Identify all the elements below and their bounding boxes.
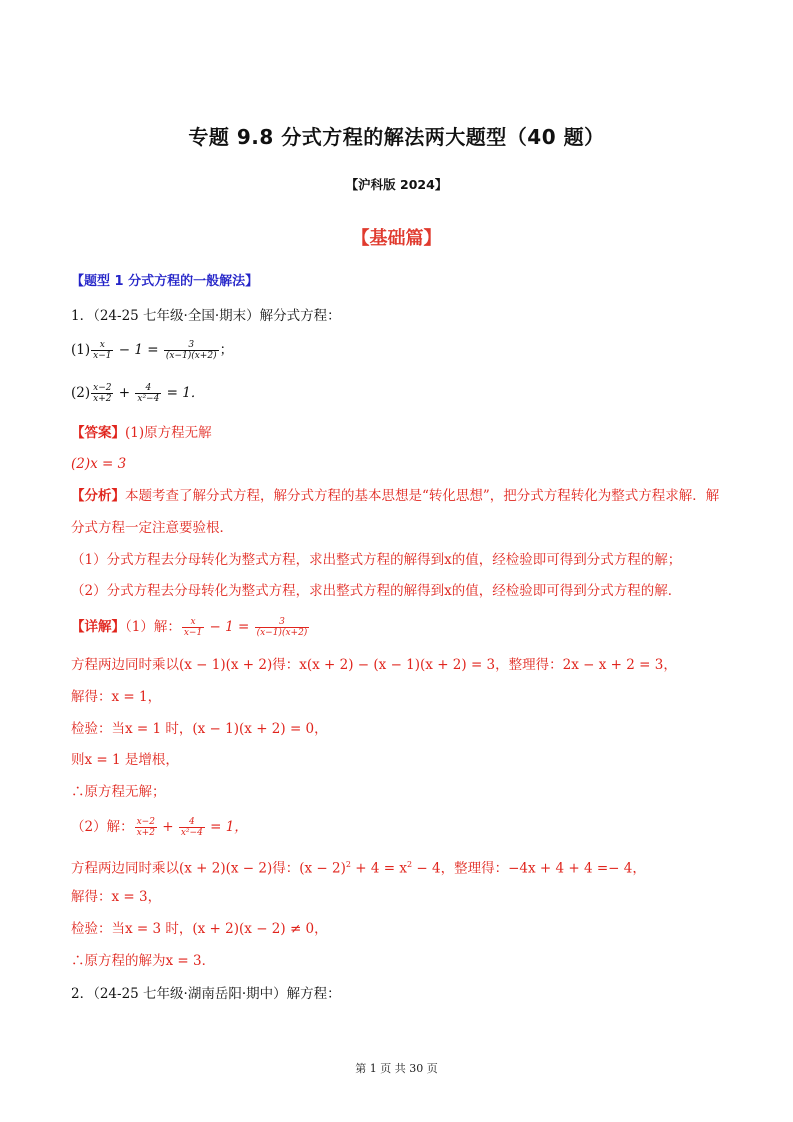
detail-5: 则x = 1 是增根， <box>71 752 179 768</box>
q1-part2-mid: + <box>114 385 135 401</box>
section-heading: 【基础篇】 <box>351 228 442 249</box>
frac-numerator: 4 <box>135 383 161 394</box>
detail-9: 解得：x = 3， <box>71 889 162 905</box>
answer-1: (1)原方程无解 <box>125 425 212 441</box>
detail-7-mid: + <box>157 819 178 835</box>
q1-part2 <box>71 383 204 404</box>
frac-numerator: x <box>182 617 204 628</box>
detail-1-frac1 <box>182 617 204 638</box>
edition-label: 【沪科版 2024】 <box>345 177 448 192</box>
detail-7 <box>71 817 248 838</box>
q1-part2-frac1 <box>91 383 113 404</box>
frac-numerator: x−2 <box>136 817 155 827</box>
detail-8-b: + 4 = x <box>351 860 407 877</box>
analysis-text-1: 本题考查了解分式方程，解分式方程的基本思想是“转化思想”，把分式方程转化为整式方程求解．解 <box>125 488 720 504</box>
frac-denominator: (x−1)(x+2) <box>256 628 308 638</box>
detail-7-frac2 <box>179 817 205 838</box>
detail-2: 方程两边同时乘以(x − 1)(x + 2)得：x(x + 2) − (x − 1)(x + 2) = 3，整理得：2x − x + 2 = 3， <box>71 657 677 673</box>
q1-part1-end: ； <box>219 342 234 358</box>
detail-8-a: 方程两边同时乘以(x + 2)(x − 2)得：(x − 2) <box>71 860 346 877</box>
detail-7-end: = 1， <box>205 819 248 835</box>
frac-numerator: 3 <box>164 340 219 351</box>
q2-intro: 2．（24-25 七年级·湖南岳阳·期中）解方程： <box>71 986 341 1002</box>
q1-part1-frac1 <box>91 340 113 361</box>
detail-7-frac1 <box>135 817 157 838</box>
analysis-text-4: （2）分式方程去分母转化为整式方程，求出整式方程的解得到x的值，经检验即可得到分式方程的解． <box>71 583 682 599</box>
detail-1-mid: − 1 = <box>205 619 254 635</box>
q1-part1-label: (1) <box>71 342 91 358</box>
detail-8-sup2: 2 <box>407 860 413 869</box>
detail-3: 解得：x = 1， <box>71 689 162 705</box>
frac-denominator: x²−4 <box>180 828 203 838</box>
frac-denominator: x−1 <box>183 628 203 638</box>
detail-7-pre: （2）解： <box>71 819 134 835</box>
analysis-line-1 <box>71 487 719 505</box>
answer-line-1 <box>71 424 212 442</box>
q1-part2-label: (2) <box>71 385 91 401</box>
frac-denominator: x−1 <box>93 351 112 361</box>
detail-6: ∴原方程无解； <box>71 784 166 800</box>
q1-part2-frac2 <box>135 383 161 404</box>
frac-denominator: x²−4 <box>137 394 160 404</box>
detail-4: 检验：当x = 1 时，(x − 1)(x + 2) = 0， <box>71 721 328 737</box>
detail-10: 检验：当x = 3 时，(x + 2)(x − 2) ≠ 0， <box>71 921 328 937</box>
page-footer: 第 1 页 共 30 页 <box>355 1062 438 1075</box>
frac-denominator: (x−1)(x+2) <box>165 351 217 361</box>
detail-8 <box>71 856 646 878</box>
analysis-text-3: （1）分式方程去分母转化为整式方程，求出整式方程的解得到x的值，经检验即可得到分式方程的解； <box>71 552 682 568</box>
answer-tag: 【答案】 <box>71 425 125 441</box>
question-type-heading: 【题型 1 分式方程的一般解法】 <box>71 274 259 289</box>
frac-denominator: x+2 <box>93 394 112 404</box>
page-title: 专题 9.8 分式方程的解法两大题型（40 题） <box>188 125 605 149</box>
frac-numerator: x−2 <box>93 383 112 393</box>
q1-part2-end: = 1． <box>162 385 205 401</box>
frac-numerator: 4 <box>179 817 205 828</box>
analysis-tag: 【分析】 <box>71 488 125 504</box>
detail-1-pre: （1）解： <box>125 619 181 635</box>
detail-8-sup: 2 <box>345 860 351 869</box>
q1-part1 <box>71 340 233 361</box>
q1-part1-frac2 <box>164 340 219 361</box>
detail-1-frac2 <box>255 617 310 638</box>
detail-8-c: − 4，整理得：−4x + 4 + 4 =− 4， <box>412 860 646 877</box>
detail-11: ∴原方程的解为x = 3． <box>71 953 216 969</box>
answer-2: (2)x = 3 <box>71 456 127 472</box>
detail-tag: 【详解】 <box>71 619 125 635</box>
frac-denominator: x+2 <box>136 828 155 838</box>
frac-numerator: x <box>91 340 113 351</box>
q1-intro: 1．（24-25 七年级·全国·期末）解分式方程： <box>71 308 341 324</box>
q1-part1-mid: − 1 = <box>114 342 163 358</box>
analysis-text-2: 分式方程一定注意要验根． <box>71 520 233 536</box>
frac-numerator: 3 <box>255 617 310 628</box>
detail-line-1 <box>71 617 310 638</box>
